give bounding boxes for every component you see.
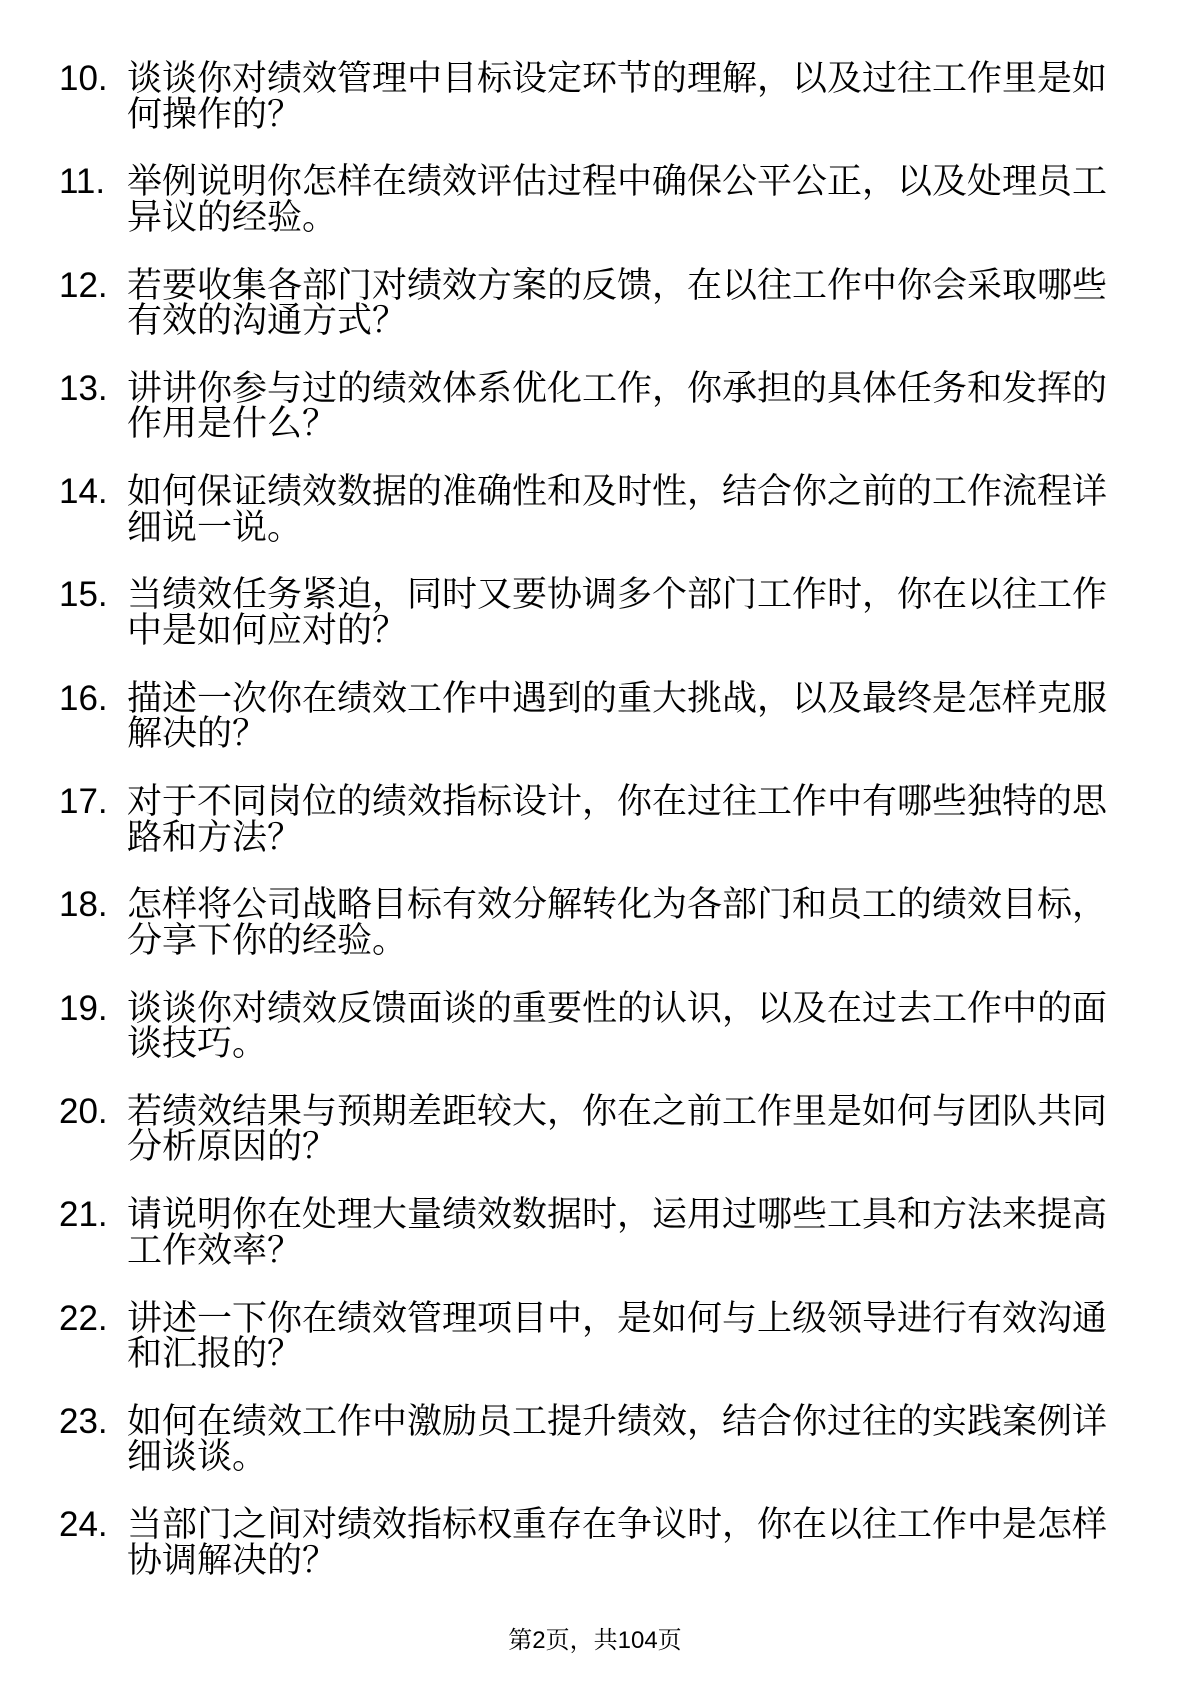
question-text <box>127 1401 1108 1477</box>
question-number: 24. <box>59 1505 108 1545</box>
question-text <box>127 265 1108 341</box>
question-text-line: 若要收集各部门对绩效方案的反馈，在以往工作中你会采取哪些 <box>127 265 1108 305</box>
question-number: 15. <box>59 575 108 615</box>
question-item <box>0 1401 1190 1477</box>
question-text <box>127 887 1107 958</box>
question-text-line: 谈谈你对绩效管理中目标设定环节的理解，以及过往工作里是如 <box>127 59 1108 98</box>
question-item <box>0 164 1190 235</box>
question-number: 11. <box>59 162 106 202</box>
question-text <box>127 1507 1107 1578</box>
question-text-line: 解决的？ <box>127 714 268 754</box>
question-number: 16. <box>59 678 108 718</box>
question-number: 22. <box>59 1298 108 1338</box>
question-item <box>0 678 1190 754</box>
question-text <box>127 164 1107 235</box>
question-text-line: 作用是什么？ <box>127 404 338 444</box>
question-text-line: 有效的沟通方式？ <box>127 301 408 341</box>
question-text <box>127 1091 1108 1167</box>
question-item <box>0 265 1190 341</box>
question-text <box>127 1298 1108 1374</box>
question-text-line: 细谈谈。 <box>127 1437 268 1477</box>
question-text-line: 分析原因的？ <box>127 1127 338 1167</box>
question-text-line: 怎样将公司战略目标有效分解转化为各部门和员工的绩效目标， <box>127 885 1108 925</box>
question-text-line: 谈谈你对绩效反馈面谈的重要性的认识，以及在过去工作中的面 <box>127 988 1108 1028</box>
question-number: 23. <box>59 1401 108 1441</box>
question-text <box>127 368 1108 444</box>
question-text-line: 中是如何应对的？ <box>127 610 408 650</box>
question-list <box>0 61 1190 1610</box>
question-text-line: 如何保证绩效数据的准确性和及时性，结合你之前的工作流程详 <box>127 472 1108 512</box>
question-text-line: 工作效率？ <box>127 1230 303 1270</box>
question-item <box>0 368 1190 444</box>
question-text-line: 分享下你的经验。 <box>127 920 408 960</box>
question-item <box>0 1507 1190 1578</box>
question-text-line: 何操作的？ <box>127 94 303 134</box>
question-number: 20. <box>59 1091 108 1131</box>
question-text-line: 异议的经验。 <box>127 197 338 237</box>
question-text-line: 请说明你在处理大量绩效数据时，运用过哪些工具和方法来提高 <box>127 1195 1108 1235</box>
question-item <box>0 988 1190 1064</box>
question-item <box>0 1091 1190 1167</box>
question-text <box>127 474 1107 545</box>
question-text-line: 协调解决的？ <box>127 1540 338 1580</box>
question-text-line: 讲述一下你在绩效管理项目中，是如何与上级领导进行有效沟通 <box>127 1298 1108 1338</box>
question-text <box>127 1197 1107 1268</box>
question-item <box>0 1197 1190 1268</box>
question-number: 10. <box>59 59 108 98</box>
question-item <box>0 784 1190 855</box>
question-text <box>127 577 1107 648</box>
question-number: 21. <box>59 1195 108 1235</box>
question-text-line: 细说一说。 <box>127 507 303 547</box>
question-text <box>127 61 1107 132</box>
question-number: 18. <box>59 885 108 925</box>
question-item <box>0 474 1190 545</box>
question-text-line: 讲讲你参与过的绩效体系优化工作，你承担的具体任务和发挥的 <box>127 368 1108 408</box>
question-text-line: 当绩效任务紧迫，同时又要协调多个部门工作时，你在以往工作 <box>127 575 1108 615</box>
question-number: 12. <box>59 265 108 305</box>
question-item <box>0 61 1190 132</box>
page-footer: 第2页，共104页 <box>508 1627 682 1654</box>
question-text-line: 举例说明你怎样在绩效评估过程中确保公平公正，以及处理员工 <box>127 162 1108 202</box>
question-text-line: 路和方法？ <box>127 817 303 857</box>
question-text-line: 谈技巧。 <box>127 1024 268 1064</box>
question-text <box>127 784 1107 855</box>
question-text-line: 和汇报的？ <box>127 1334 303 1374</box>
question-text-line: 若绩效结果与预期差距较大，你在之前工作里是如何与团队共同 <box>127 1091 1108 1131</box>
question-text-line: 如何在绩效工作中激励员工提升绩效，结合你过往的实践案例详 <box>127 1401 1108 1441</box>
question-text <box>127 988 1108 1064</box>
question-item <box>0 1298 1190 1374</box>
question-number: 14. <box>59 472 108 512</box>
question-item <box>0 887 1190 958</box>
question-number: 13. <box>59 368 108 408</box>
question-item <box>0 577 1190 648</box>
question-text-line: 对于不同岗位的绩效指标设计，你在过往工作中有哪些独特的思 <box>127 782 1108 822</box>
question-text-line: 描述一次你在绩效工作中遇到的重大挑战，以及最终是怎样克服 <box>127 678 1108 718</box>
question-number: 17. <box>59 782 108 822</box>
question-number: 19. <box>59 988 108 1028</box>
question-text-line: 当部门之间对绩效指标权重存在争议时，你在以往工作中是怎样 <box>127 1505 1108 1545</box>
question-text <box>127 678 1108 754</box>
